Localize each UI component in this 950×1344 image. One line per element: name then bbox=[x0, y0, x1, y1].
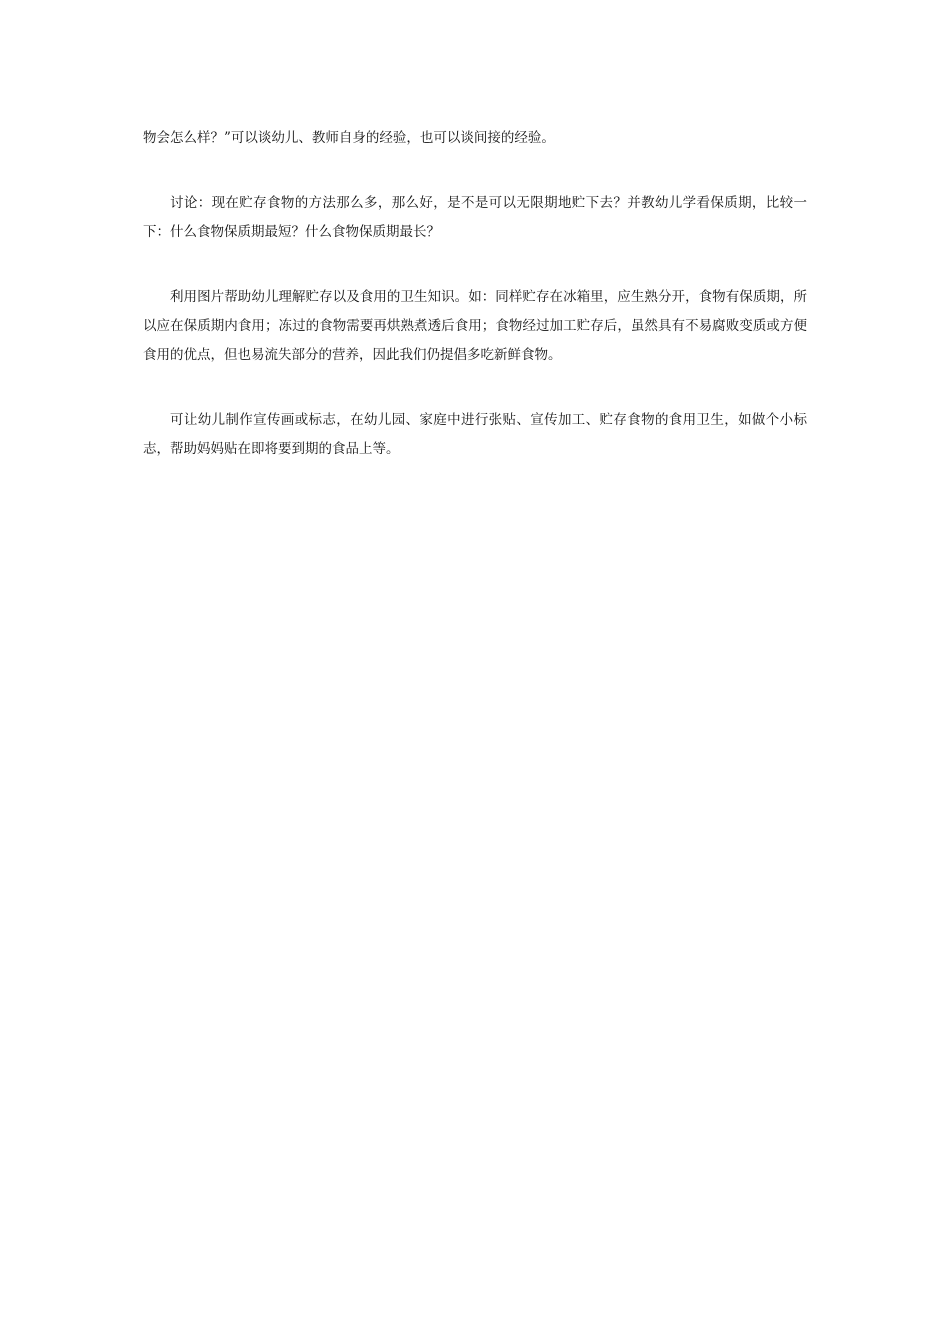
paragraph-hygiene-knowledge: 利用图片帮助幼儿理解贮存以及食用的卫生知识。如：同样贮存在冰箱里，应生熟分开，食物有保质期，所以应在保质期内食用；冻过的食物需要再烘熟煮透后食用；食物经过加工贮存后，虽然具有不易腐败变质或方便食用的优点，但也易流失部分的营养，因此我们仍提倡多吃新鲜食物。 bbox=[143, 289, 807, 363]
document-body bbox=[143, 124, 807, 500]
paragraph-poster-activity: 可让幼儿制作宣传画或标志，在幼儿园、家庭中进行张贴、宣传加工、贮存食物的食用卫生，如做个小标志，帮助妈妈贴在即将要到期的食品上等。 bbox=[143, 412, 807, 457]
paragraph-continuation: 物会怎么样？”可以谈幼儿、教师自身的经验，也可以谈间接的经验。 bbox=[143, 130, 555, 146]
paragraph-discussion: 讨论：现在贮存食物的方法那么多，那么好，是不是可以无限期地贮下去？并教幼儿学看保质期，比较一下：什么食物保质期最短？什么食物保质期最长？ bbox=[143, 195, 807, 240]
